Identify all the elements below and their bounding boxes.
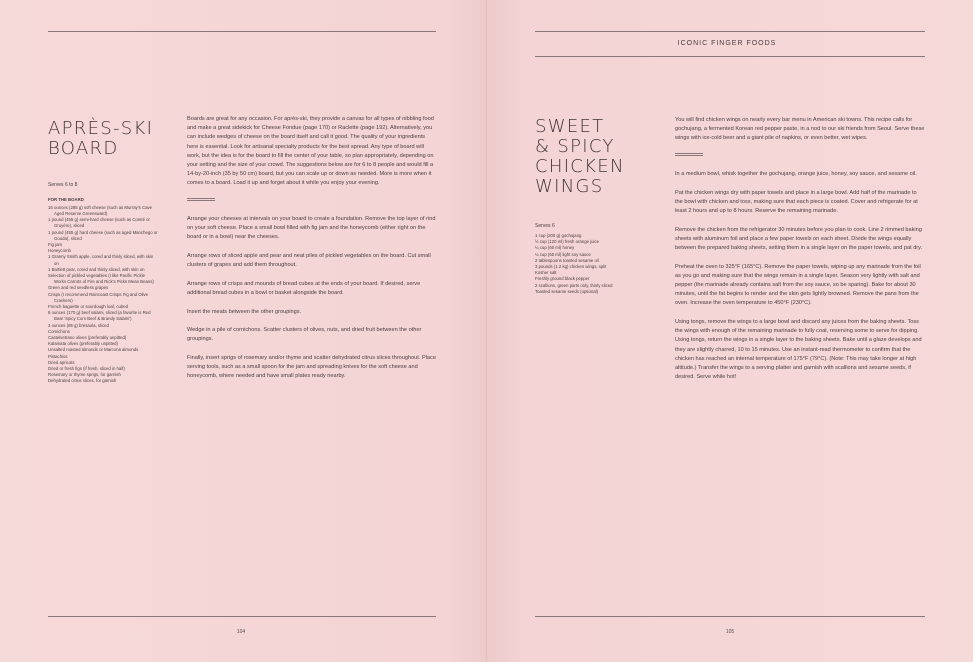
ingredient-item: 2 tablespoons toasted sesame oil xyxy=(535,257,599,263)
ingredients-heading: FOR THE BOARD xyxy=(48,197,84,202)
ingredient-item: 1 pound (455 g) hard cheese (such as aged Manchego or Gouda), sliced xyxy=(48,229,158,241)
ingredient-item: Crisps (I recommend Raincoast Crisps Fig and Olive Crackers) xyxy=(48,291,149,303)
ingredient-item: 2 scallions, green parts only, thinly sliced xyxy=(535,282,613,288)
section-divider xyxy=(187,198,215,201)
method-step: Pat the chicken wings dry with paper towels and place in a large bowl. Add half of the marinade to the bowl with chicken and toss, making sure that each piece is coated. Cover and refrigerate for at least 2 hours and up to 8 hours. Reserve the remaining marinade. xyxy=(675,189,918,214)
method-step: Wedge in a pile of cornichons. Scatter clusters of olives, nuts, and dried fruit between the other groupings. xyxy=(187,327,422,343)
ingredient-item: 8 ounces (170 g) beef salami, sliced (a favorite is Red Bear 'Spicy Corn Beef & Brandy Salami') xyxy=(48,310,151,322)
ingredient-item: French baguette or sourdough loaf, cubed xyxy=(48,303,129,309)
ingredient-item: Dried or fresh figs (if fresh, sliced in half) xyxy=(48,365,125,371)
ingredient-item: 1 Bartlett pear, cored and thinly sliced, with skin on xyxy=(48,266,145,272)
top-rule xyxy=(48,31,436,32)
method-step: Finally, insert sprigs of rosemary and/or thyme and scatter dehydrated citrus slices throughout. Place serving tools, such as a small spoon for the jam and spreading knives for the soft cheese and honeycomb, where needed and have small plates ready nearby. xyxy=(187,355,436,380)
ingredient-item: Dehydrated citrus slices, for garnish xyxy=(48,378,117,384)
recipe-title: APRÈS-SKI BOARD xyxy=(48,118,154,159)
running-head-rule xyxy=(535,56,925,57)
ingredient-list xyxy=(48,197,158,385)
ingredient-item: Pistachios xyxy=(48,353,68,359)
ingredient-list xyxy=(535,233,647,295)
ingredient-item: Green and red seedless grapes xyxy=(48,285,109,291)
running-head: ICONIC FINGER FOODS xyxy=(677,40,777,47)
method-step: Preheat the oven to 325°F (165°C). Remove the paper towels, wiping up any marinade from the foil as you go and making sure that the wings remain in a single layer. Season very lightly with salt and pepper (the marinade already contains salt from the soy sauce, so be sparing). Bake for about 30 minutes, until the fat begins to render and the skin gets lightly browned. Remove the pans from the oven. Increase the oven temperature to 450°F (230°C). xyxy=(675,263,921,307)
ingredient-item: Rosemary or thyme sprigs, for garnish xyxy=(48,372,121,378)
ingredient-item: Toasted sesame seeds (optional) xyxy=(535,288,599,294)
bottom-rule xyxy=(535,616,925,617)
bottom-rule xyxy=(48,616,436,617)
ingredient-item: Selection of pickled vegetables (I like Pacific Pickle Works Carrots of Fire and Rick's Picks Mean Beans) xyxy=(48,272,154,285)
method-step: Arrange rows of crisps and mounds of bread cubes at the ends of your board. If desired, serve additional bread cubes in a bowl or basket alongside the board. xyxy=(187,280,421,297)
method-step: In a medium bowl, whisk together the gochujang, orange juice, honey, soy sauce, and sesame oil. xyxy=(675,171,917,177)
ingredient-item: Dried apricots xyxy=(48,359,75,365)
intro-paragraph: Boards are great for any occasion. For après-ski, they provide a canvas for all types of nibbling food and make a great sidekick for Cheese Fondue (page 170) or Raclette (page 192). Alternatively, you can include wedges of cheese on the board itself and call it good. The quality of your ingredients here is essential. Look for artisanal specialty products for the best spread. Any type of board will work, but the idea is for the board to fill the center of your table, so plan appropriately, depending on your setting and the size of your crowd. The suggestions below are for 6 to 8 people and would fill a 14-by-20-inch (35 by 50 cm) board, but you can scale up or down as needed. More is more when it comes to a board. Load it up and forget about it while you enjoy your evening. xyxy=(187,116,434,187)
method-text xyxy=(675,116,925,392)
top-rule xyxy=(535,31,925,32)
method-step: Insert the meats between the other groupings. xyxy=(187,308,302,315)
ingredient-item: Fig jam xyxy=(48,241,63,247)
serves-label: Serves 6 xyxy=(535,223,555,229)
ingredient-item: Kosher salt xyxy=(535,270,557,276)
ingredient-item: 16 ounces (285 g) soft cheese (such as Murray's Cave Aged Reserve Greensward) xyxy=(48,204,152,216)
ingredient-item: 3 ounces (85 g) bresaola, sliced xyxy=(48,322,109,328)
ingredient-item: Kalamata olives (preferably unpitted) xyxy=(48,341,118,347)
intro-paragraph: You will find chicken wings on nearly every bar menu in American ski towns. This recipe calls for gochujang, a fermented Korean red pepper paste, in a nod to our ski friends from Seoul. Serve these wings with ice-cold beer and a giant pile of napkins, or even better, wet wipes. xyxy=(675,117,925,142)
recipe-title: SWEET & SPICY CHICKEN WINGS xyxy=(535,116,625,197)
ingredient-item: 3 pounds (1.2 kg) chicken wings, split xyxy=(535,264,607,270)
method-step: Arrange your cheeses at intervals on your board to create a foundation. Remove the top layer of rind on your soft cheese. Place a small bowl filled with fig jam and the honeycomb (either right on the board or in a bowl) near the cheeses. xyxy=(187,216,436,241)
left-page xyxy=(0,0,486,662)
ingredient-item: Freshly ground black pepper xyxy=(535,276,590,282)
method-step: Using tongs, remove the wings to a large bowl and discard any juices from the baking sheets. Toss the wings with enough of the remaining marinade to fully coat, reserving some to serve for dipping. Using tongs, return the wings in a single layer to the baking sheets. Bake until a glaze develops and they are slightly charred, 10 to 15 minutes. Use an instant-read thermometer to confirm that the chicken has reached an internal temperature of 175°F (79°C). (Note: This may take longer at high altitude.) Transfer the wings to a serving platter and garnish with scallions and sesame seeds, if desired. Serve while hot! xyxy=(675,319,922,381)
page-number: 105 xyxy=(725,629,735,635)
ingredient-item: Honeycomb xyxy=(48,248,71,254)
ingredient-item: Castelvetrano olives (preferably unpitted) xyxy=(48,334,127,340)
ingredient-item: 1 Granny Smith apple, cored and thinly sliced, with skin on xyxy=(48,254,154,266)
method-step: Arrange rows of sliced apple and pear and neat piles of pickled vegetables on the board. Cut small clusters of grapes and add them throughout. xyxy=(187,253,431,269)
ingredient-item: ¼ cup (60 ml) light soy sauce xyxy=(535,251,591,257)
method-step: Remove the chicken from the refrigerator 30 minutes before you plan to cook. Line 2 rimmed baking sheets with aluminum foil and place a few paper towels on each sheet. Divide the wings equally between the prepared baking sheets, setting them in a single layer on the paper towels, and pat dry. xyxy=(675,226,923,251)
ingredient-item: 1 pound (455 g) semi-hard cheese (such as Comté or Gruyère), sliced xyxy=(48,217,150,229)
ingredient-item: 1 cup (200 g) gochujang xyxy=(535,233,582,238)
ingredient-item: Cornichons xyxy=(48,328,70,334)
ingredient-item: ½ cup (120 ml) fresh orange juice xyxy=(535,239,600,245)
section-divider xyxy=(675,153,703,156)
ingredient-item: Unsalted roasted almonds or Marcona almonds xyxy=(48,347,139,353)
serves-label: Serves 6 to 8 xyxy=(48,182,78,188)
ingredient-item: ¼ cup (60 ml) honey xyxy=(535,245,575,251)
right-page xyxy=(487,0,973,662)
method-text xyxy=(187,115,436,391)
page-number: 104 xyxy=(236,629,246,635)
